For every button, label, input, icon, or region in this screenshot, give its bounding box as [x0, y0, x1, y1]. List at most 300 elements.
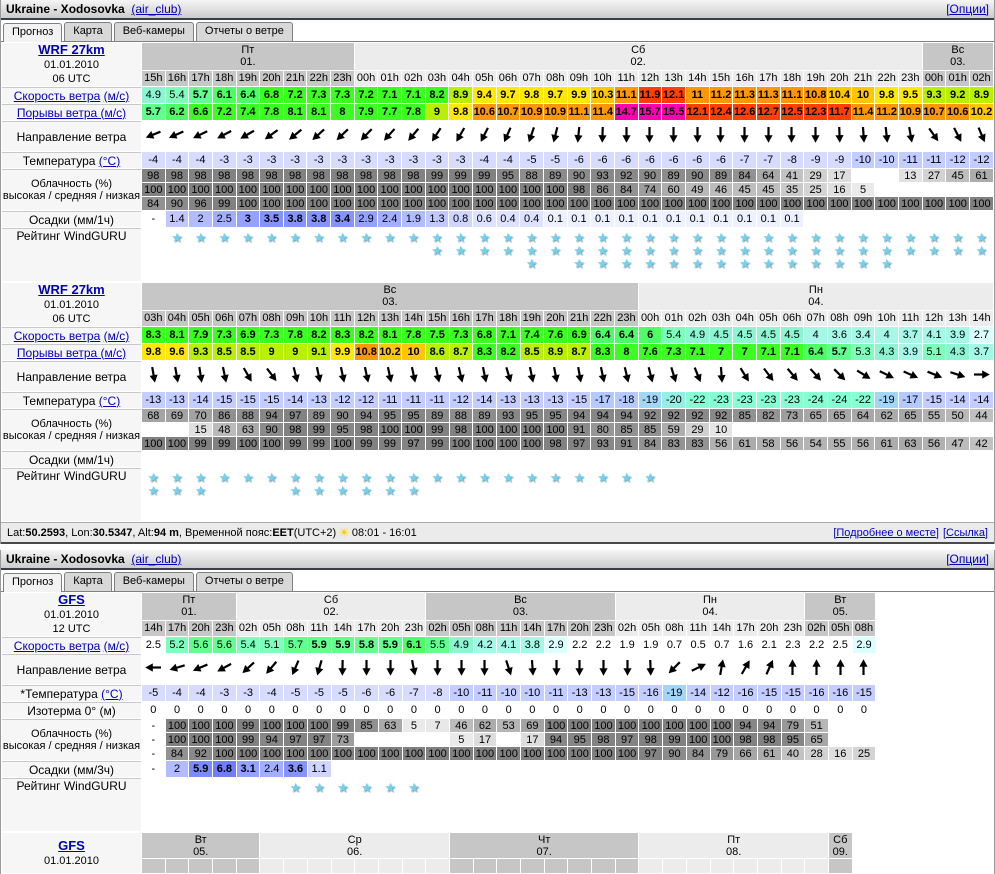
star-stack — [379, 468, 402, 497]
temperature-cell: -15 — [758, 685, 781, 701]
spot-details-link[interactable]: [Подробнее о месте] — [833, 527, 939, 539]
cloud-low-cell: 99 — [213, 197, 236, 210]
cloud-mid-cell: 98 — [758, 733, 781, 746]
gust-cell: 8.1 — [307, 104, 330, 120]
wind-direction-cell — [829, 654, 852, 684]
cloud-high-cell: 100 — [616, 719, 639, 732]
gust-cell: 10.7 — [923, 104, 946, 120]
windguru-rating-cell — [733, 228, 756, 281]
cloud-high-cell: 88 — [450, 409, 473, 422]
spot-club-link[interactable]: (air_club) — [131, 552, 181, 566]
star-icon: ★ — [549, 244, 561, 257]
wind-speed-unit-link[interactable]: (м/с) — [104, 329, 130, 343]
speed-cell: 8.1 — [166, 327, 189, 343]
precipitation-cell — [474, 761, 497, 777]
tab-item[interactable]: Карта — [64, 572, 111, 591]
temperature-cell: -15 — [616, 685, 639, 701]
speed-cell: 7.4 — [521, 327, 544, 343]
windguru-rating-cell — [284, 468, 307, 521]
day-row — [2, 43, 993, 70]
precipitation-cell: 0.1 — [591, 211, 614, 227]
hour-cell: 13h — [379, 311, 402, 326]
cloud-low-cell: 100 — [166, 437, 189, 450]
hour-row — [2, 71, 993, 86]
hour-row — [2, 311, 993, 326]
star-stack — [237, 778, 260, 781]
wind-speed-label-link[interactable]: Скорость ветра — [14, 329, 101, 343]
windguru-rating-cell — [142, 228, 165, 281]
star-stack — [308, 778, 331, 794]
gust-label — [2, 344, 141, 360]
cloud-low-cell: 99 — [426, 437, 449, 450]
temperature-cell: -4 — [166, 152, 189, 168]
star-stack — [804, 228, 827, 270]
temperature-cell: -12 — [355, 392, 378, 408]
cloud-high-cell: 89 — [662, 169, 685, 182]
cloud-low-cell: 47 — [946, 437, 969, 450]
hour-cell — [308, 859, 331, 873]
cloud-high-cell: 65 — [804, 409, 827, 422]
model-link[interactable]: GFS — [58, 838, 85, 853]
speed-cell: 8.9 — [970, 87, 993, 103]
hour-cell: 14h — [521, 621, 544, 636]
tab-forecast-active[interactable]: Прогноз — [3, 573, 62, 592]
cloud-low-cell: 92 — [189, 747, 212, 760]
windguru-rating-cell — [805, 778, 828, 831]
windguru-rating-cell — [757, 468, 780, 521]
cloud-low-cell: 100 — [592, 747, 615, 760]
speed-cell: 11.9 — [639, 87, 662, 103]
hour-cell: 17h — [734, 621, 757, 636]
hour-cell: 17h — [757, 71, 780, 86]
precipitation-cell — [852, 451, 875, 467]
precipitation-cell: 0.1 — [662, 211, 685, 227]
star-stack — [781, 468, 804, 471]
tab-item[interactable]: Веб-камеры — [114, 22, 194, 41]
temperature-cell: -4 — [189, 152, 212, 168]
star-icon: ★ — [952, 244, 964, 257]
temperature-cell: -15 — [853, 685, 876, 701]
cloud-high-cell: 97 — [284, 409, 307, 422]
model-link[interactable]: WRF 27km — [38, 282, 104, 297]
star-icon: ★ — [691, 231, 703, 244]
star-stack — [568, 778, 591, 781]
hour-cell — [403, 859, 426, 873]
cloud-mid-cell: 98 — [592, 733, 615, 746]
temperature-unit-link[interactable]: (°C) — [99, 394, 120, 408]
star-icon: ★ — [668, 257, 680, 270]
hour-cell: 15h — [142, 71, 165, 86]
day-header: Сб 02. — [355, 43, 922, 70]
hour-cell — [379, 859, 402, 873]
windguru-rating-cell — [592, 778, 615, 831]
hour-cell: 05h — [189, 311, 212, 326]
windguru-rating-cell — [189, 468, 212, 521]
gust-cell: 8.3 — [473, 344, 496, 360]
star-icon: ★ — [739, 257, 751, 270]
tab-item[interactable]: Карта — [64, 22, 111, 41]
speed-cell: 4.5 — [781, 327, 804, 343]
star-icon: ★ — [857, 231, 869, 244]
precipitation-cell — [829, 761, 852, 777]
temperature-cell: -4 — [473, 152, 496, 168]
windguru-rating-cell — [733, 468, 756, 521]
forecast-table-wrf-27km — [1, 282, 994, 522]
speed-cell: 9.8 — [520, 87, 543, 103]
wind-direction-label: Направление ветра — [2, 654, 141, 684]
cloud-mid-cell: 48 — [213, 423, 236, 436]
precipitation-cell: 0.6 — [473, 211, 496, 227]
speed-cell: 5.5 — [426, 637, 449, 653]
speed-cell: 7.2 — [355, 87, 378, 103]
wind-speed-unit-link[interactable]: (м/с) — [104, 639, 130, 653]
cloud-low-cell: 100 — [403, 747, 426, 760]
day-row — [2, 593, 875, 620]
hour-cell: 23h — [213, 621, 236, 636]
windguru-rating-cell — [473, 228, 496, 281]
temperature-cell: -22 — [852, 392, 875, 408]
cloud-high-cell: 92 — [639, 409, 662, 422]
cloud-low-cell: 98 — [544, 437, 567, 450]
cloud-high-cell: 69 — [166, 409, 189, 422]
star-stack — [639, 468, 662, 484]
temperature-cell: -6 — [568, 152, 591, 168]
precipitation-cell — [591, 451, 614, 467]
tab-item[interactable]: Веб-камеры — [114, 572, 194, 591]
wind-direction-cell — [853, 654, 876, 684]
precipitation-cell — [686, 451, 709, 467]
speed-cell: 0.7 — [711, 637, 734, 653]
wind-speed-label-link[interactable]: Скорость ветра — [14, 639, 101, 653]
star-stack — [189, 778, 212, 781]
cloud-high-cell: 100 — [639, 719, 662, 732]
temperature-label: *Температура (°C) — [2, 685, 141, 701]
speed-cell: 5.8 — [355, 637, 378, 653]
cloud-mid-cell: 98 — [639, 733, 662, 746]
precipitation-cell — [710, 451, 733, 467]
cloud-high-cell: - — [142, 719, 165, 732]
hour-cell: 02h — [970, 71, 993, 86]
wind-direction-cell — [474, 654, 497, 684]
hour-cell: 22h — [875, 71, 898, 86]
precipitation-cell: 0.1 — [733, 211, 756, 227]
temperature-cell: -14 — [473, 392, 496, 408]
precipitation-cell — [544, 451, 567, 467]
precipitation-cell — [662, 451, 685, 467]
hour-cell — [639, 859, 662, 873]
cloud-mid-cell: 95 — [782, 733, 805, 746]
precipitation-cell: 5.9 — [189, 761, 212, 777]
sun-icon: ☀ — [338, 525, 350, 541]
windguru-rating-cell — [166, 778, 189, 831]
precipitation-cell — [473, 451, 496, 467]
cloud-low-cell: 84 — [142, 197, 165, 210]
star-stack — [166, 468, 189, 497]
panel-titlebar — [1, 0, 994, 20]
star-icon: ★ — [195, 231, 207, 244]
wind-direction-cell — [923, 361, 946, 391]
precipitation-cell: 6.8 — [213, 761, 236, 777]
windguru-rating-cell — [450, 778, 473, 831]
windguru-rating-cell — [355, 228, 378, 281]
precipitation-cell: 0.1 — [781, 211, 804, 227]
precipitation-cell — [521, 761, 544, 777]
star-stack — [899, 228, 922, 257]
gust-cell: 7 — [710, 344, 733, 360]
cloud-mid-cell: 97 — [284, 733, 307, 746]
model-header: GFS 01.01.2010 12 UTC — [2, 593, 141, 636]
cloud-high-cell: 100 — [213, 719, 236, 732]
temperature-unit-link[interactable]: (°C) — [101, 687, 122, 701]
star-icon: ★ — [715, 257, 727, 270]
windguru-rating-cell — [875, 468, 898, 521]
cloud-mid-cell: 84 — [615, 183, 638, 196]
cloud-low-cell: 54 — [804, 437, 827, 450]
cloud-high-cell: 95 — [379, 409, 402, 422]
speed-cell: 3.7 — [899, 327, 922, 343]
temperature-cell: -4 — [497, 152, 520, 168]
precipitation-cell — [545, 761, 568, 777]
precipitation-cell: 1.4 — [166, 211, 189, 227]
speed-cell: 9.7 — [544, 87, 567, 103]
tab-forecast-active[interactable]: Прогноз — [3, 23, 62, 42]
precipitation-cell — [615, 451, 638, 467]
cloud-high-cell: 50 — [946, 409, 969, 422]
temperature-cell: -17 — [899, 392, 922, 408]
speed-cell: 9.7 — [497, 87, 520, 103]
hour-cell: 08h — [260, 311, 283, 326]
cloud-low-cell: 100 — [852, 197, 875, 210]
wind-direction-cell — [568, 121, 591, 151]
hour-cell: 13h — [946, 311, 969, 326]
hour-cell: 04h — [166, 311, 189, 326]
speed-cell: 0.5 — [687, 637, 710, 653]
hour-cell — [829, 859, 852, 873]
cloud-low-row — [2, 437, 993, 450]
star-icon: ★ — [597, 471, 609, 484]
wind-direction-cell — [260, 654, 283, 684]
precipitation-cell: 1.1 — [308, 761, 331, 777]
hour-cell: 20h — [379, 621, 402, 636]
hour-cell: 02h — [805, 621, 828, 636]
cloud-low-cell: 90 — [166, 197, 189, 210]
model-header: WRF 27km 01.01.2010 06 UTC — [2, 43, 141, 86]
cloud-mid-cell: 98 — [734, 733, 757, 746]
gust-cell: 11.4 — [852, 104, 875, 120]
hour-cell: 05h — [473, 71, 496, 86]
cloud-mid-cell: 98 — [450, 423, 473, 436]
footer-text: , Временной пояс: — [179, 527, 272, 539]
cloud-mid-cell: 100 — [284, 183, 307, 196]
wind-speed-label-link[interactable]: Скорость ветра — [14, 89, 101, 103]
precipitation-cell: 3.5 — [260, 211, 283, 227]
wind-direction-cell — [662, 121, 685, 151]
star-stack — [662, 468, 685, 471]
wind-gust-label-link[interactable]: Порывы ветра (м/с) — [17, 346, 126, 360]
model-link[interactable]: GFS — [58, 592, 85, 607]
isotherm-cell: 0 — [758, 702, 781, 718]
temperature-cell: -7 — [757, 152, 780, 168]
gust-cell: 12.6 — [733, 104, 756, 120]
cloud-high-cell: 100 — [711, 719, 734, 732]
cloud-mid-cell — [970, 423, 993, 436]
precipitation-cell: 0.1 — [686, 211, 709, 227]
speed-row — [2, 637, 875, 653]
star-icon: ★ — [597, 257, 609, 270]
windguru-rating-row — [2, 468, 993, 521]
cloud-mid-cell: 100 — [142, 183, 165, 196]
cloud-high-cell: 79 — [782, 719, 805, 732]
cloud-mid-cell: 73 — [332, 733, 355, 746]
windguru-rating-cell — [403, 778, 426, 831]
options-link[interactable]: [Опции] — [946, 2, 989, 16]
star-icon: ★ — [786, 257, 798, 270]
star-icon: ★ — [478, 231, 490, 244]
hour-cell: 01h — [946, 71, 969, 86]
star-icon: ★ — [218, 471, 230, 484]
speed-cell: 0.7 — [663, 637, 686, 653]
location-footer — [1, 522, 994, 544]
precipitation-cell — [781, 451, 804, 467]
windguru-rating-cell — [260, 228, 283, 281]
speed-cell: 8.2 — [426, 87, 449, 103]
tab-item[interactable]: Отчеты о ветре — [196, 572, 293, 591]
star-stack — [142, 228, 165, 231]
spot-url-link[interactable]: [Ссылка] — [943, 527, 988, 539]
star-icon: ★ — [597, 244, 609, 257]
temperature-unit-link[interactable]: (°C) — [99, 154, 120, 168]
wind-gust-label-link[interactable]: Порывы ветра (м/с) — [17, 106, 126, 120]
speed-cell: 6.9 — [237, 327, 260, 343]
speed-cell: 4.9 — [450, 637, 473, 653]
star-stack — [710, 228, 733, 270]
cloud-high-cell: 73 — [781, 409, 804, 422]
star-icon: ★ — [337, 781, 349, 794]
windguru-rating-cell — [497, 778, 520, 831]
precipitation-cell — [804, 211, 827, 227]
wind-direction-cell — [497, 121, 520, 151]
spot-club-link[interactable]: (air_club) — [131, 2, 181, 16]
precipitation-cell: 0.1 — [615, 211, 638, 227]
cloud-low-cell: 100 — [473, 437, 496, 450]
cloud-mid-cell: 35 — [781, 183, 804, 196]
isotherm-cell: 0 — [332, 702, 355, 718]
cloud-low-cell: 100 — [308, 747, 331, 760]
wind-direction-cell — [970, 121, 993, 151]
cloud-mid-cell: 100 — [473, 423, 496, 436]
cloud-mid-cell: 91 — [568, 423, 591, 436]
cloud-mid-cell — [875, 183, 898, 196]
isotherm-cell: 0 — [687, 702, 710, 718]
cloud-mid-cell: 100 — [379, 423, 402, 436]
speed-cell: 5.1 — [260, 637, 283, 653]
star-icon: ★ — [290, 781, 302, 794]
temperature-cell: -20 — [662, 392, 685, 408]
windguru-rating-cell — [804, 228, 827, 281]
temperature-cell: -16 — [829, 685, 852, 701]
cloud-high-cell: 98 — [142, 169, 165, 182]
star-stack — [497, 468, 520, 484]
cloud-mid-cell: 100 — [687, 733, 710, 746]
star-stack — [686, 468, 709, 471]
star-icon: ★ — [881, 231, 893, 244]
temperature-cell: -11 — [426, 392, 449, 408]
wind-direction-cell — [591, 121, 614, 151]
isotherm-cell: 0 — [711, 702, 734, 718]
windguru-rating-cell — [213, 468, 236, 521]
speed-cell: 5.6 — [189, 637, 212, 653]
wind-direction-cell — [615, 361, 638, 391]
windguru-rating-cell — [639, 778, 662, 831]
speed-label — [2, 327, 141, 343]
hour-cell: 01h — [378, 71, 401, 86]
cloud-low-cell: 100 — [426, 747, 449, 760]
star-icon: ★ — [431, 244, 443, 257]
gust-cell: 6.4 — [804, 344, 827, 360]
wind-direction-cell — [331, 361, 354, 391]
cloud-low-cell: 66 — [734, 747, 757, 760]
precipitation-cell: 1.3 — [426, 211, 449, 227]
star-icon: ★ — [289, 231, 301, 244]
star-stack — [331, 468, 354, 497]
wind-speed-unit-link[interactable]: (м/с) — [104, 89, 130, 103]
star-stack — [450, 468, 473, 484]
options-link[interactable]: [Опции] — [946, 552, 989, 566]
hour-cell: 21h — [568, 311, 591, 326]
cloud-high-cell: 64 — [852, 409, 875, 422]
isotherm-cell: 0 — [568, 702, 591, 718]
model-header: GFS 01.01.2010 — [2, 833, 141, 873]
wind-direction-row — [2, 121, 993, 151]
wind-direction-cell — [521, 654, 544, 684]
windguru-rating-cell — [332, 778, 355, 831]
cloud-mid-cell — [852, 423, 875, 436]
temperature-cell: -9 — [804, 152, 827, 168]
cloud-high-cell: 95 — [521, 409, 544, 422]
star-stack — [568, 228, 591, 270]
forecast-panel-bottom — [0, 550, 995, 874]
wind-direction-cell — [734, 654, 757, 684]
cloud-mid-cell: 100 — [497, 423, 520, 436]
gust-cell: 14.7 — [615, 104, 638, 120]
windguru-rating-cell — [662, 468, 685, 521]
speed-cell: 12.1 — [662, 87, 685, 103]
cloud-low-cell: 100 — [402, 197, 425, 210]
temperature-cell: -4 — [142, 152, 165, 168]
star-icon: ★ — [384, 471, 396, 484]
star-stack — [804, 468, 827, 471]
temperature-cell: -24 — [828, 392, 851, 408]
windguru-rating-cell — [758, 778, 781, 831]
cloud-mid-cell — [970, 183, 993, 196]
speed-cell: 4 — [875, 327, 898, 343]
wind-direction-cell — [166, 121, 189, 151]
tab-item[interactable]: Отчеты о ветре — [196, 22, 293, 41]
gust-cell: 7.6 — [639, 344, 662, 360]
precipitation-cell: 3.8 — [307, 211, 330, 227]
speed-cell: 10.3 — [591, 87, 614, 103]
forecast-table-gfs — [1, 592, 876, 832]
wind-direction-cell — [166, 361, 189, 391]
model-link[interactable]: WRF 27km — [38, 42, 104, 57]
star-stack — [591, 228, 614, 270]
hour-cell: 00h — [639, 311, 662, 326]
wind-direction-cell — [355, 654, 378, 684]
hour-cell: 23h — [615, 311, 638, 326]
speed-cell: 4.1 — [923, 327, 946, 343]
isotherm-cell: 0 — [829, 702, 852, 718]
windguru-rating-cell — [237, 228, 260, 281]
